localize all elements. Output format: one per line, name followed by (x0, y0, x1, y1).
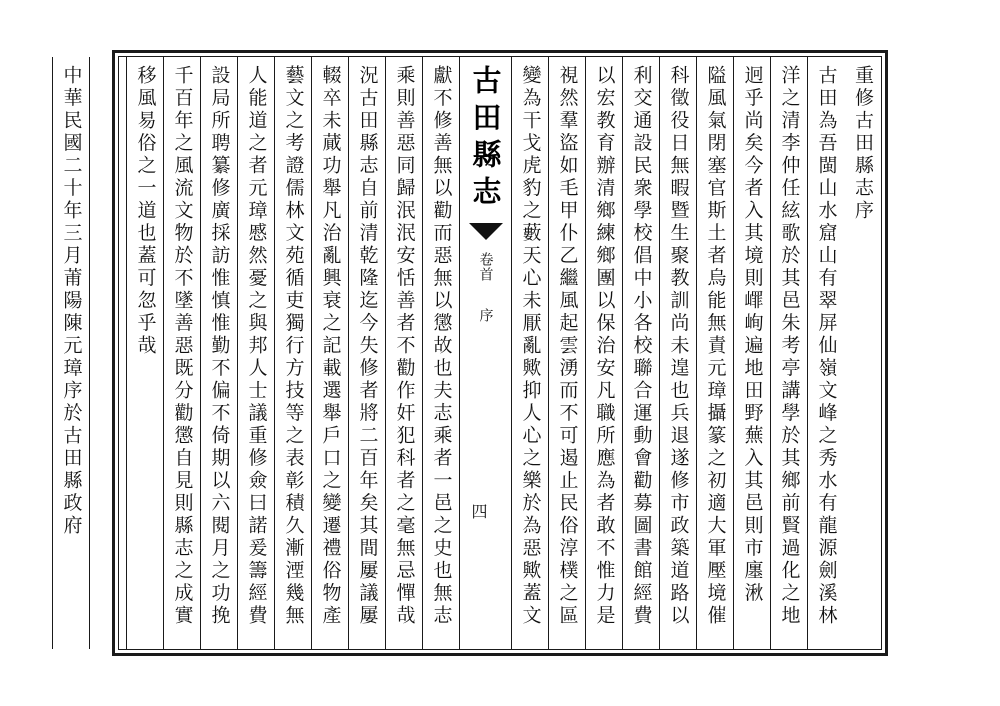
column-text: 科徵役日無暇暨生聚教訓尚未遑也兵退遂修市政築道路以 (667, 65, 690, 628)
column-text: 況古田縣志自前清乾隆迄今失修者將二百年矣其間屢議屢 (356, 65, 379, 628)
column-text: 古田為吾閩山水窟山有翠屏仙嶺文峰之秀水有龍源劍溪林 (815, 65, 838, 628)
column-body-13 (311, 57, 348, 649)
section-label: 序 (477, 308, 494, 323)
column-body-18 (126, 57, 163, 649)
column-body-7 (585, 57, 622, 649)
banxin-center-column (459, 57, 511, 649)
column-text: 隘風氣閉塞官斯土者烏能無責元璋攝篆之初適大軍壓境催 (704, 65, 727, 628)
column-text: 中華民國二十年三月莆陽陳元璋序於古田縣政府 (60, 65, 83, 538)
column-text: 獻不修善無以勸而惡無以懲故也夫志乘者一邑之史也無志 (430, 65, 453, 628)
column-text: 移風易俗之一道也蓋可忽乎哉 (134, 65, 157, 358)
fishtail-icon (469, 223, 503, 240)
column-text: 重修古田縣志序 (852, 65, 874, 223)
column-text: 以宏教育辦清鄉練鄉團以保治安凡職所應為者敢不惟力是 (593, 65, 616, 628)
column-text: 利交通設民衆學校倡中小各校聯合運動會勸募圖書館經費 (630, 65, 653, 628)
column-body-9 (511, 57, 548, 649)
column-body-2 (770, 57, 807, 649)
book-title: 古田縣志 (468, 65, 503, 213)
column-body-16 (200, 57, 237, 649)
column-body-3 (733, 57, 770, 649)
column-body-6 (622, 57, 659, 649)
column-body-5 (659, 57, 696, 649)
column-body-1 (807, 57, 844, 649)
volume-label-wrap (477, 252, 495, 282)
page-border-outer (60, 50, 888, 656)
column-text: 輟卒未蕆功舉凡治亂興衰之記載選舉戶口之變遷禮俗物產 (319, 65, 342, 628)
column-text: 視然羣盜如毛甲仆乙繼風起雲湧而不可遏止民俗淳樸之區 (556, 65, 579, 628)
text-columns (60, 57, 881, 649)
page-number: 四 (469, 503, 488, 519)
column-body-10 (422, 57, 459, 649)
column-text: 千百年之風流文物於不墜善惡既分勸懲自見則縣志之成實 (171, 65, 194, 628)
column-preface-title (844, 57, 881, 649)
column-body-15 (237, 57, 274, 649)
column-text: 變為干戈虎豹之藪天心未厭亂歟抑人心之樂於為惡歟蓋文 (519, 65, 542, 628)
column-signature (52, 57, 89, 649)
column-blank-spacer (89, 57, 126, 649)
column-body-11 (385, 57, 422, 649)
column-text: 乘則善惡同歸泯泯安恬善者不勸作奸犯科者之毫無忌憚哉 (393, 65, 416, 628)
column-text: 藝文之考證儒林文苑循吏獨行方技等之表彰積久漸湮幾無 (282, 65, 305, 628)
column-text: 設局所聘纂修廣採訪惟慎惟勤不偏不倚期以六閱月之功挽 (208, 65, 231, 628)
column-text: 迥乎尚矣今者入其境則嶵峋遍地田野蕪入其邑則市廛湫 (741, 65, 764, 605)
column-body-12 (348, 57, 385, 649)
column-text: 洋之清李仲任絃歌於其邑朱考亭講學於其鄉前賢過化之地 (778, 65, 801, 628)
column-body-17 (163, 57, 200, 649)
column-body-8 (548, 57, 585, 649)
page-number-wrap (460, 503, 511, 519)
column-body-4 (696, 57, 733, 649)
section-label-wrap (477, 308, 495, 323)
column-body-14 (274, 57, 311, 649)
volume-label: 卷首 (477, 252, 494, 282)
column-text: 人能道之者元璋慼然憂之與邦人士議重修僉曰諾爰籌經費 (245, 65, 268, 628)
